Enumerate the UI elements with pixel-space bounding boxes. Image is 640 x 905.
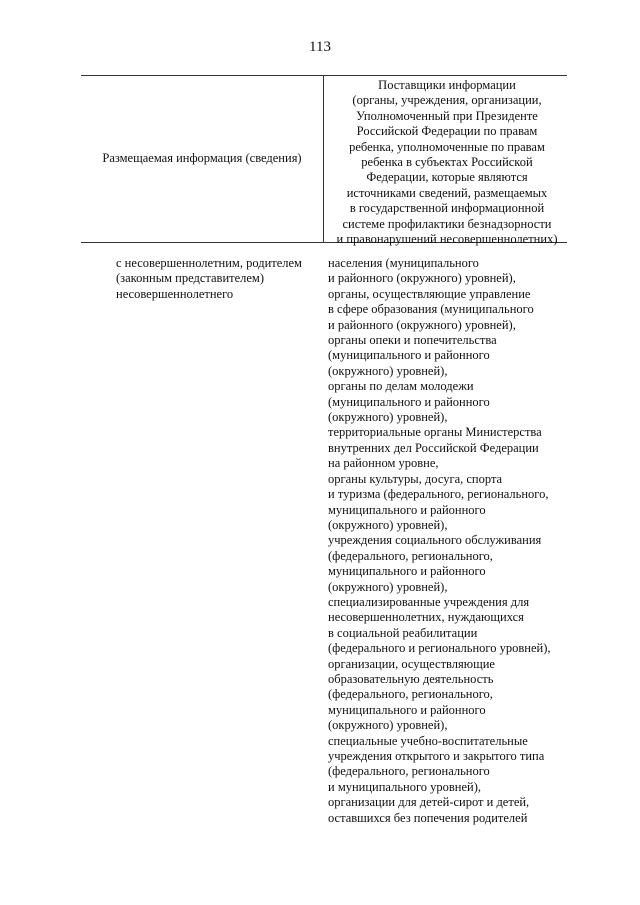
provider-text-line: и туризма (федерального, регионального, xyxy=(328,487,549,502)
providers-header-line: Российской Федерации по правам xyxy=(356,124,538,139)
table-cell-providers xyxy=(328,256,568,826)
provider-text-line: (федерального, регионального xyxy=(328,764,490,779)
providers-header-line: ребенка, уполномоченные по правам xyxy=(349,139,545,154)
provider-text-line: органы опеки и попечительства xyxy=(328,333,497,348)
provider-text-line: органы, осуществляющие управление xyxy=(328,286,531,301)
provider-text-line: оставшихся без попечения родителей xyxy=(328,810,528,825)
provider-text-line: (окружного) уровней), xyxy=(328,718,448,733)
provider-text-line: и районного (окружного) уровней), xyxy=(328,271,516,286)
provider-text-line: (окружного) уровней), xyxy=(328,517,448,532)
providers-header-line: ребенка в субъектах Российской xyxy=(361,155,533,170)
provider-text-line: (окружного) уровней), xyxy=(328,410,448,425)
provider-text-line: организации для детей-сирот и детей, xyxy=(328,795,530,810)
provider-text-line: (окружного) уровней), xyxy=(328,363,448,378)
provider-text-line: учреждения открытого и закрытого типа xyxy=(328,749,545,763)
provider-text-line: организации, осуществляющие xyxy=(328,656,495,671)
provider-text-line: несовершеннолетних, нуждающихся xyxy=(328,610,524,625)
provider-text-line: в социальной реабилитации xyxy=(328,625,478,640)
provider-text-line: муниципального и районного xyxy=(328,502,486,517)
providers-header-line: Федерации, которые являются xyxy=(366,170,528,185)
provider-text-line: специальные учебно-воспитательные xyxy=(328,733,528,748)
provider-text-line: и районного (окружного) уровней), xyxy=(328,317,516,332)
info-text-line: (законным представителем) xyxy=(116,271,265,286)
provider-text-line: органы по делам молодежи xyxy=(328,379,474,394)
providers-header-line: Уполномоченный при Президенте xyxy=(356,108,538,123)
provider-text-line: (окружного) уровней), xyxy=(328,579,448,594)
provider-text-line: учреждения социального обслуживания xyxy=(328,533,542,548)
provider-text-line: (федерального и регионального уровней), xyxy=(328,641,551,656)
providers-header-line: в государственной информационной xyxy=(349,201,545,216)
provider-text-line: образовательную деятельность xyxy=(328,671,494,686)
provider-text-line: на районном уровне, xyxy=(328,456,439,471)
providers-header-line: источниками сведений, размещаемых xyxy=(346,185,548,200)
providers-header-line: (органы, учреждения, организации, xyxy=(352,93,542,108)
provider-text-line: внутренних дел Российской Федерации xyxy=(328,440,539,455)
info-text-line: несовершеннолетнего xyxy=(116,286,234,301)
table-header-column-divider xyxy=(323,75,324,242)
providers-header-line: и правонарушений несовершеннолетних) xyxy=(336,232,558,247)
provider-text-line: специализированные учреждения для xyxy=(328,594,530,609)
providers-header-line: Поставщики информации xyxy=(378,78,516,92)
provider-text-line: (федерального, регионального, xyxy=(328,548,493,563)
provider-text-line: муниципального и районного xyxy=(328,564,486,579)
provider-text-line: (федерального, регионального, xyxy=(328,687,493,702)
provider-text-line: населения (муниципального xyxy=(328,256,479,270)
provider-text-line: территориальные органы Министерства xyxy=(328,425,542,440)
provider-text-line: органы культуры, досуга, спорта xyxy=(328,471,503,486)
provider-text-line: (муниципального и районного xyxy=(328,348,490,363)
table-header-providers-column xyxy=(327,78,567,247)
provider-text-line: в сфере образования (муниципального xyxy=(328,302,534,317)
providers-header-line: системе профилактики безнадзорности xyxy=(342,216,552,231)
provider-text-line: и муниципального уровней), xyxy=(328,779,482,794)
provider-text-line: (муниципального и районного xyxy=(328,394,490,409)
table-header-info-label: Размещаемая информация (сведения) xyxy=(102,150,302,165)
provider-text-line: муниципального и районного xyxy=(328,702,486,717)
info-text-line: с несовершеннолетним, родителем xyxy=(116,256,302,270)
table-header-info-column xyxy=(81,75,323,242)
table-cell-info xyxy=(116,256,316,302)
page-number: 113 xyxy=(309,39,331,55)
